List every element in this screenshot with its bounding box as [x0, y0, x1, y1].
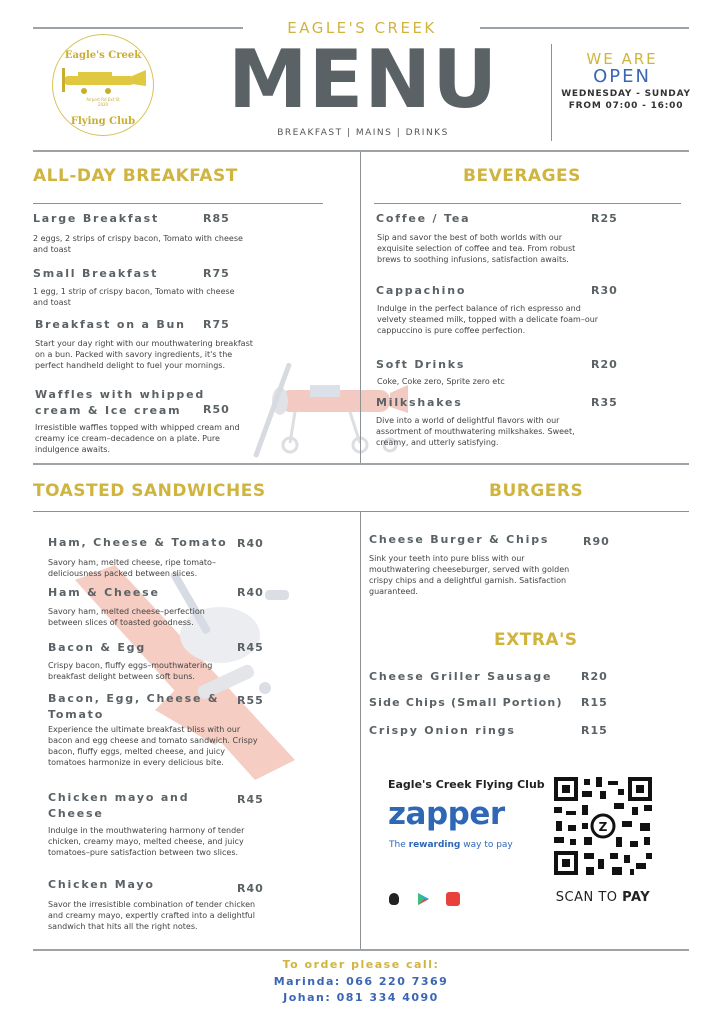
- item-price: R15: [581, 696, 608, 709]
- item-price: R40: [237, 882, 264, 895]
- item-price: R45: [237, 641, 264, 654]
- sandwiches-rule: [33, 511, 360, 512]
- item-description: 2 eggs, 2 strips of crispy bacon, Tomato with cheese and toast: [33, 234, 243, 254]
- tagline-bold: rewarding: [408, 840, 461, 850]
- open-label: WE ARE: [586, 50, 658, 68]
- item-description: Savor the irresistible combination of tender chicken and creamy mayo, expertly crafted into a delightful sandwich that hits all the right notes.: [48, 900, 256, 931]
- item-price: R75: [203, 267, 230, 280]
- burgers-heading: BURGERS: [489, 481, 584, 501]
- item-description: Indulge in the mouthwatering harmony of tender chicken, creamy mayo, melted cheese, and juicy tomatoes–pure satisfaction between two slices.: [48, 826, 245, 857]
- logo-small-text-1: Airport Rd Ext St: [86, 97, 120, 102]
- column-divider-bottom: [360, 511, 361, 949]
- logo-text-top: Eagle's Creek: [64, 50, 142, 61]
- item-price: R55: [237, 694, 264, 707]
- item-name: Bacon, Egg, Cheese & Tomato: [48, 692, 220, 721]
- header-divider: [551, 44, 552, 141]
- item-name: Crispy Onion rings: [369, 724, 516, 737]
- item-name: Side Chips (Small Portion): [369, 696, 563, 709]
- item-description: Start your day right with our mouthwatering breakfast on a bun. Packed with savory ingredients, it's the perfect handheld delight to fuel your mornings.: [35, 339, 253, 370]
- item-name: Chicken mayo and Cheese: [48, 791, 190, 820]
- item-price: R35: [591, 396, 618, 409]
- item-name: Ham, Cheese & Tomato: [48, 536, 228, 549]
- airplane-icon: [60, 66, 148, 96]
- play-store-icon[interactable]: [418, 893, 429, 905]
- item-price: R40: [237, 586, 264, 599]
- item-name: Cappachino: [376, 284, 467, 297]
- item-price: R30: [591, 284, 618, 297]
- plane-watermark-top: [240, 355, 410, 465]
- item-name: Cheese Burger & Chips: [369, 533, 550, 546]
- item-description: Coke, Coke zero, Sprite zero etc: [377, 377, 505, 386]
- zapper-tagline: [389, 840, 513, 850]
- column-divider-top: [360, 152, 361, 463]
- section-rule-bottom: [33, 949, 689, 951]
- item-price: R85: [203, 212, 230, 225]
- page-title: MENU: [228, 33, 499, 126]
- svg-text:Z: Z: [598, 820, 608, 834]
- item-price: R45: [237, 793, 264, 806]
- qr-code[interactable]: [552, 775, 654, 877]
- burgers-rule: [360, 511, 689, 512]
- sandwiches-heading: TOASTED SANDWICHES: [33, 481, 266, 501]
- beverages-rule: [374, 203, 681, 204]
- item-description: 1 egg, 1 strip of crispy bacon, Tomato with cheese and toast: [33, 287, 235, 307]
- item-name: Coffee / Tea: [376, 212, 471, 225]
- open-status: OPEN: [593, 66, 651, 87]
- item-name: Bacon & Egg: [48, 641, 147, 654]
- item-price: R90: [583, 535, 610, 548]
- contact-marinda[interactable]: Marinda: 066 220 7369: [273, 975, 449, 988]
- item-name: Large Breakfast: [33, 212, 160, 225]
- logo-small-text-2: 2020: [97, 102, 109, 107]
- item-name: Soft Drinks: [376, 358, 466, 371]
- item-description: Dive into a world of delightful flavors with our assortment of mouthwatering milkshakes. Sweet, creamy, and utterly satisfying.: [376, 416, 575, 447]
- item-price: R20: [581, 670, 608, 683]
- open-hours: FROM 07:00 - 16:00: [568, 101, 684, 111]
- contact-johan[interactable]: Johan: 081 334 4090: [283, 991, 439, 1004]
- zapper-logo: zapper: [388, 796, 505, 832]
- scan-to-pay-label: [541, 890, 665, 905]
- item-price: R20: [591, 358, 618, 371]
- item-price: R75: [203, 318, 230, 331]
- tagline-pre: The: [389, 840, 406, 850]
- item-name: Breakfast on a Bun: [35, 318, 186, 331]
- tagline-post: way to pay: [463, 840, 513, 850]
- header-rule-left: [33, 27, 243, 29]
- huawei-store-icon[interactable]: [446, 892, 460, 906]
- section-rule-middle: [33, 463, 689, 465]
- brand-name: EAGLE'S CREEK: [287, 19, 437, 37]
- item-description: Savory ham, melted cheese–perfection between slices of toasted goodness.: [48, 607, 205, 627]
- breakfast-heading: ALL-DAY BREAKFAST: [33, 166, 238, 186]
- item-name: Ham & Cheese: [48, 586, 160, 599]
- item-description: Savory ham, melted cheese, ripe tomato–deliciousness packed between slices.: [48, 558, 216, 578]
- item-description: Irresistible waffles topped with whipped cream and creamy ice cream–decadence on a plate. Pure indulgence awaits.: [35, 423, 240, 454]
- item-description: Crispy bacon, fluffy eggs–mouthwatering breakfast delight between soft buns.: [48, 661, 213, 681]
- menu-subtitle: BREAKFAST | MAINS | DRINKS: [277, 128, 449, 138]
- item-name: Cheese Griller Sausage: [369, 670, 553, 683]
- item-name: Small Breakfast: [33, 267, 159, 280]
- scan-pre: SCAN TO: [555, 890, 618, 905]
- order-call-label: To order please call:: [282, 958, 440, 971]
- item-price: R15: [581, 724, 608, 737]
- section-rule-top: [33, 150, 689, 152]
- beverages-heading: BEVERAGES: [463, 166, 581, 186]
- item-price: R25: [591, 212, 618, 225]
- open-days: WEDNESDAY - SUNDAY: [561, 89, 691, 99]
- extras-heading: EXTRA'S: [494, 630, 578, 650]
- item-price: R40: [237, 537, 264, 550]
- header-rule-right: [480, 27, 689, 29]
- item-name: Chicken Mayo: [48, 878, 155, 891]
- item-name: Milkshakes: [376, 396, 463, 409]
- scan-bold: PAY: [622, 890, 651, 905]
- apple-store-icon[interactable]: [389, 893, 399, 905]
- item-description: Sip and savor the best of both worlds with our exquisite selection of coffee and tea. From robust brews to soothing infusions, satisfaction awaits.: [377, 233, 576, 264]
- item-description: Indulge in the perfect balance of rich espresso and velvety steamed milk, topped with a delicate foam–our cappuccino is pure coffee perfection.: [377, 304, 599, 335]
- item-price: R50: [203, 403, 230, 416]
- breakfast-rule: [33, 203, 323, 204]
- item-name: Waffles with whipped cream & Ice cream: [35, 388, 206, 417]
- item-description: Experience the ultimate breakfast bliss with our bacon and egg cheese and tomato sandwich. Crispy bacon, fluffy eggs, melted cheese, and juicy tomatoes harmonize in every delicious bite.: [48, 725, 258, 767]
- zapper-club-name: Eagle's Creek Flying Club: [388, 778, 545, 791]
- logo-text-bottom: Flying Club: [70, 116, 136, 127]
- item-description: Sink your teeth into pure bliss with our mouthwatering cheeseburger, served with golden crispy chips and a delightful garnish. Satisfaction guaranteed.: [369, 554, 570, 596]
